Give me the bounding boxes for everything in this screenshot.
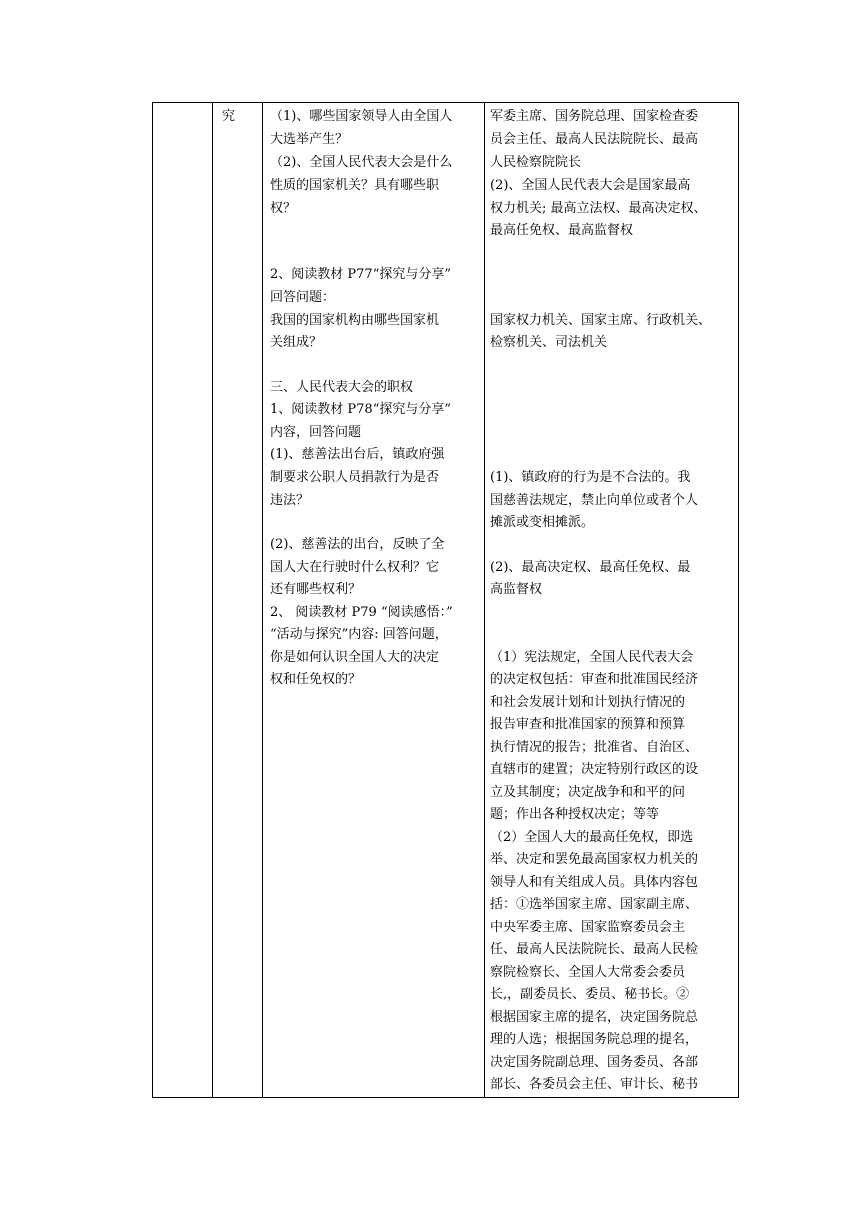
question-line: “活动与探究”内容: 回答问题， [270,627,448,642]
question-line: 违法？ [270,493,310,508]
answer-line: 理的人选；根据国务院总理的提名， [490,1032,699,1047]
answer-line: 部长、各委员会主任、审计长、秘书 [490,1077,699,1092]
questions-cell [262,103,484,1097]
answer-line: 执行情况的报告；批准省、自治区、 [490,740,699,755]
question-line: 制要求公职人员捐款行为是否 [270,470,440,485]
question-line: 国人大在行驶时什么权利？它 [270,560,440,575]
question-line: 1、阅读教材 P78“探究与分享” [270,402,451,417]
question-line: 回答问题： [270,290,336,305]
question-line: 关组成？ [270,335,323,350]
answer-line: 军委主席、国务院总理、国家检查委 [490,109,699,124]
question-line: 大选举产生？ [270,132,349,147]
answer-line: 国慈善法规定，禁止向单位或者个人 [490,493,699,508]
answer-line: 决定国务院副总理、国务委员、各部 [490,1055,699,1070]
question-line: 还有哪些权利？ [270,582,362,597]
answer-line: 括：①选举国家主席、国家副主席、 [490,897,699,912]
question-line: 2、 阅读教材 P79 “阅读感悟：” [270,605,453,620]
answer-line: 人民检察院院长 [490,155,582,170]
content-table [152,102,739,1098]
section-label: 究 [222,109,236,124]
answer-line: （1）宪法规定，全国人民代表大会 [490,650,694,665]
question-line: 权和任免权的？ [270,672,362,687]
answer-line: 权力机关; 最高立法权、最高决定权、 [490,201,707,216]
answer-line: 高监督权 [490,582,543,597]
answer-line: 题；作出各种授权决定；等等 [490,807,660,822]
answer-line: 员会主任、最高人民法院院长、最高 [490,132,699,147]
question-line: (2)、慈善法的出台，反映了全 [270,537,445,552]
answer-line: 最高任免权、最高监督权 [490,223,634,238]
answer-line: 根据国家主席的提名，决定国务院总 [490,1010,699,1025]
answers-cell [484,103,740,1097]
question-line: 权？ [270,201,297,216]
answer-line: （2）全国人大的最高任免权，即选 [490,830,694,845]
answer-line: 举、决定和罢免最高国家权力机关的 [490,852,699,867]
answer-line: 检察机关、司法机关 [490,335,608,350]
question-line: 2、阅读教材 P77“探究与分享” [270,267,451,282]
question-line: （1)、哪些国家领导人由全国人 [270,109,453,124]
answer-line: 任、最高人民法院院长、最高人民检 [490,942,699,957]
answer-line: 报告审查和批准国家的预算和预算 [490,717,686,732]
answer-line: 摊派或变相摊派。 [490,515,595,530]
answer-line: 国家权力机关、国家主席、行政机关、 [490,313,712,328]
answer-line: 和社会发展计划和计划执行情况的 [490,695,686,710]
answer-line: (2)、全国人民代表大会是国家最高 [490,178,691,193]
answer-line: 立及其制度；决定战争和和平的问 [490,785,686,800]
question-line: 三、人民代表大会的职权 [270,380,414,395]
answer-line: 领导人和有关组成人员。具体内容包 [490,875,699,890]
question-line: (1)、慈善法出台后，镇政府强 [270,447,445,462]
answer-line: (1)、镇政府的行为是不合法的。我 [490,470,691,485]
answer-line: 中央军委主席、国家监察委员会主 [490,920,686,935]
answer-line: 长,，副委员长、委员、秘书长。② [490,987,690,1002]
answer-line: 察院检察长、全国人大常委会委员 [490,965,686,980]
question-line: 你是如何认识全国人大的决定 [270,650,440,665]
question-line: 内容，回答问题 [270,425,362,440]
question-line: （2)、全国人民代表大会是什么 [270,155,453,170]
answer-line: 的决定权包括：审查和批准国民经济 [490,672,699,687]
section-label-cell [212,103,262,1097]
blank-cell [153,103,212,1097]
answer-line: (2)、最高决定权、最高任免权、最 [490,560,691,575]
answer-line: 直辖市的建置；决定特别行政区的设 [490,762,699,777]
question-line: 我国的国家机构由哪些国家机 [270,313,440,328]
question-line: 性质的国家机关？具有哪些职 [270,178,440,193]
